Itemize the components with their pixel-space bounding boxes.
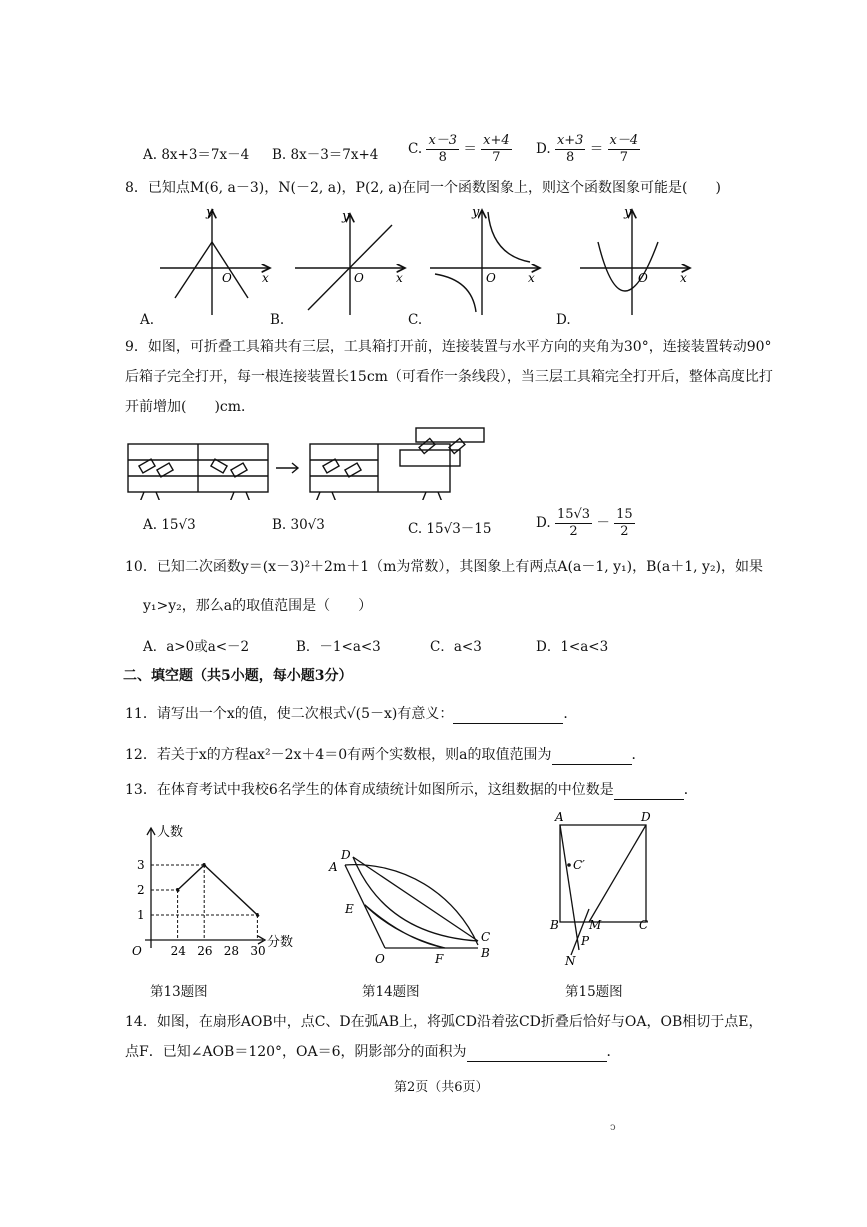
- q10-option-b: B．－1<a<3: [296, 639, 381, 655]
- q7-option-c-label: C.: [408, 141, 423, 157]
- q8-a-x: x: [262, 271, 269, 285]
- q10-option-d: D．1<a<3: [536, 639, 609, 655]
- q8-graph-a: [160, 210, 270, 315]
- svg-text:D: D: [641, 810, 651, 824]
- q7-option-d-label: D.: [536, 141, 551, 157]
- q9-line2: 后箱子完全打开，每一根连接装置长15cm（可看作一条线段），当三层工具箱完全打开后，整体高度比打: [125, 369, 773, 385]
- fig15-caption: 第15题图: [565, 984, 623, 1000]
- fig14-caption: 第14题图: [362, 984, 420, 1000]
- section-2-heading: 二、填空题（共5小题，每小题3分）: [123, 668, 353, 684]
- q12-blank: [552, 750, 632, 765]
- q7-option-c: [408, 133, 512, 166]
- svg-text:N: N: [565, 954, 576, 968]
- q7-c-frac-left: $\frac{x-3}{8}$: [428, 133, 458, 165]
- q8-a-o: O: [222, 271, 232, 285]
- svg-text:A: A: [329, 860, 338, 874]
- q9-toolbox-figure: [120, 420, 490, 500]
- q13-text: 13．在体育考试中我校6名学生的体育成绩统计如图所示，这组数据的中位数是 ．: [125, 782, 698, 798]
- svg-text:P: P: [581, 934, 590, 948]
- svg-text:x: x: [680, 271, 687, 285]
- q8-graph-c: [430, 210, 540, 315]
- fig13-y-tick: 1: [137, 908, 145, 922]
- svg-text:D: D: [341, 848, 351, 862]
- svg-text:E: E: [345, 902, 354, 916]
- q9-option-c: C. 15√3－15: [408, 521, 492, 537]
- q8-graph-d: [580, 210, 690, 315]
- svg-text:A: A: [555, 810, 564, 824]
- fig13-series-line: [178, 865, 258, 915]
- svg-text:x: x: [396, 271, 403, 285]
- q7-d-frac-right: $\frac{x-4}{7}$: [609, 133, 639, 165]
- q7-c-eq: ＝: [463, 141, 477, 157]
- fig13-caption: 第13题图: [150, 984, 208, 1000]
- svg-text:C: C: [481, 930, 491, 944]
- svg-text:y: y: [472, 205, 480, 220]
- svg-text:O: O: [375, 952, 385, 966]
- corner-mark: ↄ: [610, 1122, 616, 1133]
- q7-d-eq: ＝: [589, 141, 604, 157]
- q7-option-b: B. 8x－3＝7x+4: [272, 147, 379, 163]
- q7-option-a: A. 8x+3＝7x－4: [143, 147, 250, 163]
- q8-label-b: B.: [270, 312, 285, 328]
- fig13-origin: O: [132, 944, 142, 958]
- q10-option-a: A．a>0或a<－2: [143, 639, 250, 655]
- q8-text: 8．已知点M(6, a－3)，N(－2, a)，P(2, a)在同一个函数图象上，则这个函数图象可能是( ): [125, 180, 721, 196]
- q9-line1: 9．如图，可折叠工具箱共有三层，工具箱打开前，连接装置与水平方向的夹角为30°，连接装置转动90°: [125, 339, 772, 355]
- q11-text: 11．请写出一个x的值，使二次根式√(5－x)有意义： ．: [125, 706, 578, 722]
- q12-text: 12．若关于x的方程ax²－2x＋4＝0有两个实数根，则a的取值范围为 ．: [125, 747, 646, 763]
- svg-text:x: x: [528, 271, 535, 285]
- q8-label-d: D.: [556, 312, 571, 328]
- fig13-x-tick: 26: [197, 944, 213, 958]
- q10-line2: y₁>y₂，那么a的取值范围是（ ）: [143, 598, 373, 614]
- q10-option-c: C．a<3: [430, 639, 482, 655]
- q7-c-frac-right: $\frac{x+4}{7}$: [483, 133, 510, 165]
- svg-text:C′: C′: [573, 858, 585, 872]
- fig13-y-tick: 3: [137, 858, 145, 872]
- fig13-y-tick: 2: [137, 883, 145, 897]
- fig13-x-tick: 28: [223, 944, 240, 958]
- q14-line2: 点F．已知∠AOB＝120°，OA＝6，阴影部分的面积为 ．: [125, 1044, 621, 1060]
- q14-line1: 14．如图，在扇形AOB中，点C、D在弧AB上，将弧CD沿着弦CD折叠后恰好与OA，OB相切于点E，: [125, 1014, 763, 1030]
- q7-option-d: [536, 133, 640, 166]
- svg-text:F: F: [435, 952, 444, 966]
- q14-blank: [467, 1047, 607, 1062]
- fig13-ylabel: 人数: [157, 825, 184, 840]
- q8-graphs: [130, 200, 710, 330]
- q13-blank: [614, 785, 684, 800]
- fig15-square: [545, 805, 665, 970]
- q9-option-b: B. 30√3: [272, 517, 325, 533]
- q8-label-a: A.: [140, 312, 155, 328]
- q9-line3: 开前增加( )cm．: [125, 399, 256, 415]
- fig13-xlabel: 分数: [267, 935, 294, 950]
- q9-option-a: A. 15√3: [143, 517, 196, 533]
- fig13-x-tick: 24: [170, 944, 186, 958]
- svg-text:O: O: [354, 271, 364, 285]
- svg-text:O: O: [638, 271, 648, 285]
- q8-a-y: y: [206, 205, 214, 220]
- page-footer: 第2页（共6页）: [394, 1080, 489, 1095]
- fig13-x-tick: 30: [250, 944, 266, 958]
- svg-text:y: y: [624, 205, 632, 220]
- svg-text:M: M: [589, 918, 602, 932]
- q8-label-c: C.: [408, 312, 423, 328]
- q11-blank: [453, 709, 563, 724]
- svg-text:C: C: [639, 918, 649, 932]
- q9-option-d: D. $\frac{15√3}{2}$ － $\frac{15}{2}$: [536, 507, 633, 539]
- q8-graph-b: [295, 214, 405, 315]
- svg-text:y: y: [342, 209, 350, 224]
- fig13-chart: [115, 818, 315, 968]
- q7-d-frac-left: $\frac{x+3}{8}$: [556, 133, 584, 165]
- svg-text:B: B: [481, 946, 490, 960]
- q10-line1: 10．已知二次函数y＝(x－3)²＋2m＋1（m为常数），其图象上有两点A(a－1, y₁)，B(a＋1, y₂)，如果: [125, 559, 764, 575]
- fig14-sector: [325, 845, 500, 970]
- svg-text:O: O: [486, 271, 496, 285]
- svg-text:B: B: [550, 918, 559, 932]
